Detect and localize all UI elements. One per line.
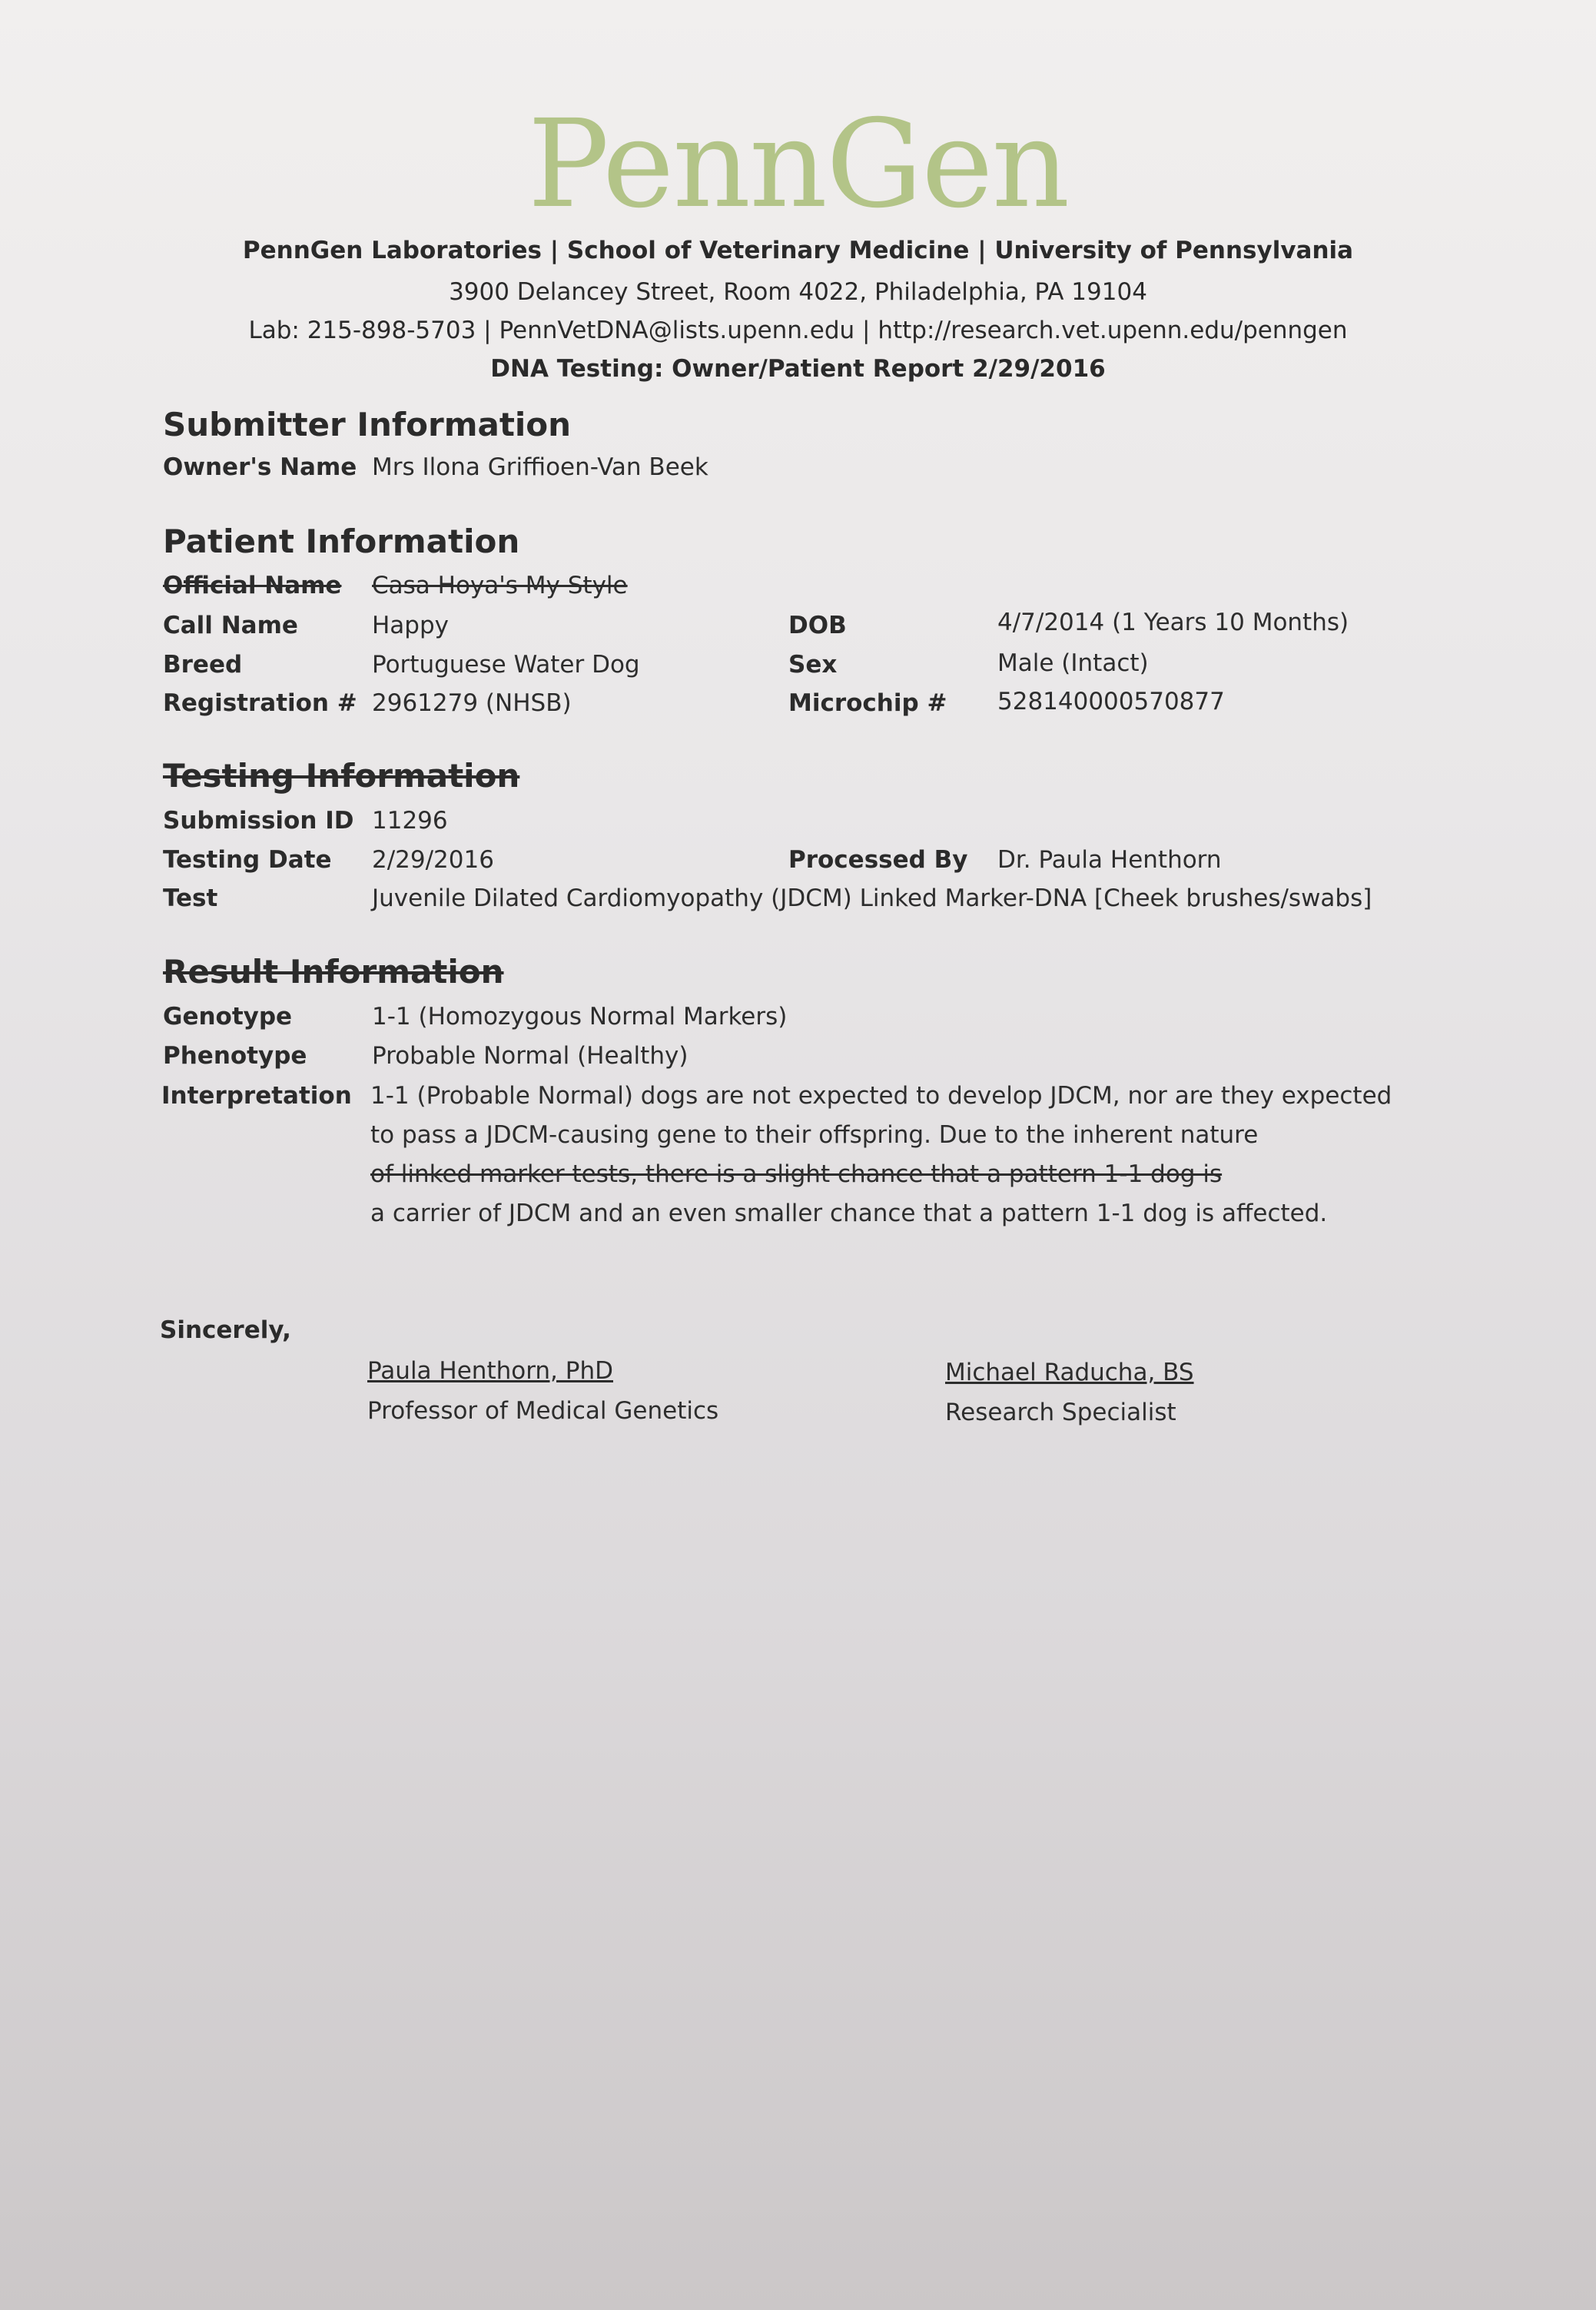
owner-name-value: Mrs Ilona Griffioen-Van Beek <box>372 453 708 481</box>
submission-id-label: Submission ID <box>163 807 354 835</box>
processed-by-value: Dr. Paula Henthorn <box>997 846 1222 874</box>
result-section-title: Result Information <box>163 953 504 991</box>
registration-value: 2961279 (NHSB) <box>372 689 572 717</box>
signer1-title: Professor of Medical Genetics <box>367 1397 719 1425</box>
call-name-value: Happy <box>372 612 450 639</box>
owner-name-label: Owner's Name <box>163 453 357 481</box>
interpretation-line: 1-1 (Probable Normal) dogs are not expected to develop JDCM, nor are they expected <box>370 1082 1392 1110</box>
dob-value: 4/7/2014 (1 Years 10 Months) <box>997 609 1349 636</box>
breed-label: Breed <box>163 651 243 679</box>
official-name-label: Official Name <box>163 572 342 599</box>
test-value: Juvenile Dilated Cardiomyopathy (JDCM) Linked Marker-DNA [Cheek brushes/swabs] <box>372 885 1372 912</box>
interpretation-label: Interpretation <box>161 1082 352 1110</box>
patient-section-title: Patient Information <box>163 523 520 560</box>
report-title: DNA Testing: Owner/Patient Report 2/29/2016 <box>490 355 1106 383</box>
testing-date-label: Testing Date <box>163 846 332 874</box>
dob-label: DOB <box>788 612 847 639</box>
genotype-label: Genotype <box>163 1003 293 1031</box>
testing-date-value: 2/29/2016 <box>372 846 494 874</box>
genotype-value: 1-1 (Homozygous Normal Markers) <box>372 1003 788 1031</box>
interpretation-line: a carrier of JDCM and an even smaller chance that a pattern 1-1 dog is affected. <box>370 1200 1328 1227</box>
test-label: Test <box>163 885 218 912</box>
signer1-name: Paula Henthorn, PhD <box>367 1357 613 1385</box>
microchip-value: 528140000570877 <box>997 688 1225 715</box>
submitter-section-title: Submitter Information <box>163 406 572 443</box>
testing-section-title: Testing Information <box>163 757 520 795</box>
sex-label: Sex <box>788 651 838 679</box>
penngen-logo: PennGen <box>527 94 1069 235</box>
interpretation-line: to pass a JDCM-causing gene to their offspring. Due to the inherent nature <box>370 1121 1259 1149</box>
sincerely-text: Sincerely, <box>160 1316 291 1344</box>
signer2-name: Michael Raducha, BS <box>945 1359 1194 1386</box>
call-name-label: Call Name <box>163 612 298 639</box>
official-name-value: Casa Hoya's My Style <box>372 572 628 599</box>
signer2-title: Research Specialist <box>945 1399 1176 1426</box>
microchip-label: Microchip # <box>788 689 947 717</box>
phenotype-value: Probable Normal (Healthy) <box>372 1042 689 1070</box>
registration-label: Registration # <box>163 689 357 717</box>
institution-line: PennGen Laboratories | School of Veterinary Medicine | University of Pennsylvania <box>242 237 1354 264</box>
address-line: 3900 Delancey Street, Room 4022, Philadelphia, PA 19104 <box>449 278 1147 306</box>
submission-id-value: 11296 <box>372 807 448 835</box>
interpretation-line: of linked marker tests, there is a slight chance that a pattern 1-1 dog is <box>370 1160 1223 1188</box>
sex-value: Male (Intact) <box>997 649 1149 677</box>
breed-value: Portuguese Water Dog <box>372 651 640 679</box>
processed-by-label: Processed By <box>788 846 968 874</box>
phenotype-label: Phenotype <box>163 1042 307 1070</box>
contact-line: Lab: 215-898-5703 | PennVetDNA@lists.upenn.edu | http://research.vet.upenn.edu/penngen <box>248 317 1348 344</box>
